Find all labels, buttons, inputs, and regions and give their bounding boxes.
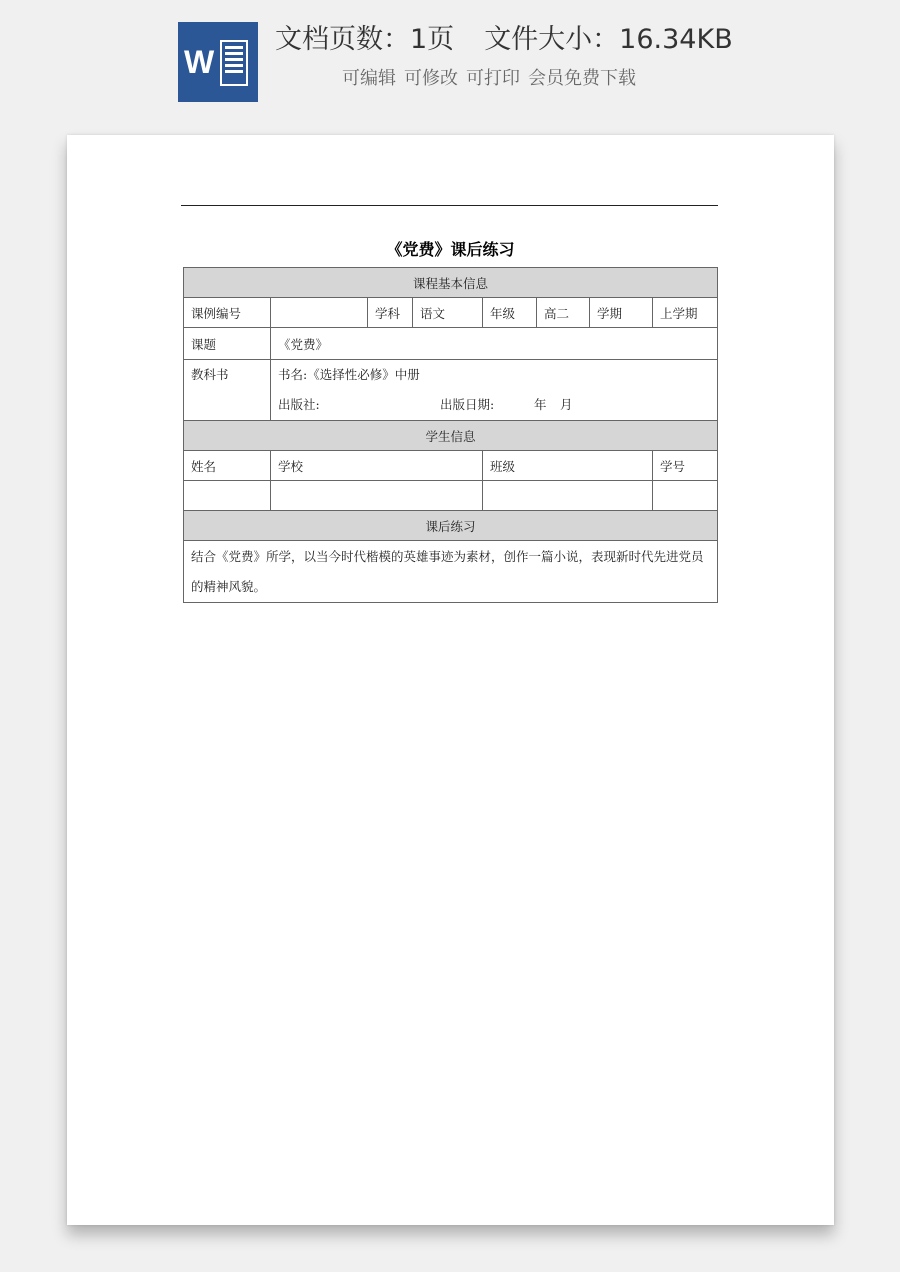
feature-printable: 可打印 <box>466 68 520 89</box>
file-info-line <box>275 22 733 58</box>
file-size: 文件大小：16.34KB <box>484 24 733 55</box>
class-value-cell[interactable] <box>483 481 653 511</box>
topic-value: 《党费》 <box>271 328 718 360</box>
feature-member-download: 会员免费下载 <box>528 68 636 89</box>
header-banner <box>0 0 900 120</box>
subject-label: 学科 <box>368 298 413 328</box>
document-lines-icon <box>220 40 248 86</box>
publisher-line <box>278 390 710 420</box>
page-count: 文档页数：1页 <box>275 24 455 55</box>
word-document-icon <box>178 22 258 102</box>
class-label: 班级 <box>483 451 653 481</box>
section-basic-info: 课程基本信息 <box>184 268 718 298</box>
topic-label: 课题 <box>184 328 271 360</box>
textbook-info <box>271 360 718 421</box>
name-label: 姓名 <box>184 451 271 481</box>
term-label: 学期 <box>590 298 653 328</box>
grade-value: 高二 <box>537 298 590 328</box>
exercise-text: 结合《党费》所学，以当今时代楷模的英雄事迹为素材，创作一篇小说，表现新时代先进党员的精神风貌。 <box>184 541 718 603</box>
school-value-cell[interactable] <box>271 481 483 511</box>
school-label: 学校 <box>271 451 483 481</box>
student-no-label: 学号 <box>653 451 718 481</box>
word-letter: W <box>184 44 215 80</box>
exercise-form-table <box>183 267 718 603</box>
lesson-no-value <box>271 298 368 328</box>
textbook-label: 教科书 <box>184 360 271 421</box>
student-no-value-cell[interactable] <box>653 481 718 511</box>
subject-value: 语文 <box>413 298 483 328</box>
publisher-label: 出版社: <box>278 397 320 412</box>
section-exercise: 课后练习 <box>184 511 718 541</box>
feature-modifiable: 可修改 <box>404 68 458 89</box>
book-name: 书名:《选择性必修》中册 <box>278 367 420 382</box>
header-rule <box>181 205 718 206</box>
document-page <box>67 135 834 1225</box>
year-label: 年 <box>534 397 547 412</box>
pub-date-label: 出版日期: <box>440 397 495 412</box>
section-student-info: 学生信息 <box>184 421 718 451</box>
name-value-cell[interactable] <box>184 481 271 511</box>
feature-editable: 可编辑 <box>342 68 396 89</box>
document-title: 《党费》课后练习 <box>386 240 515 259</box>
grade-label: 年级 <box>483 298 537 328</box>
lesson-no-label: 课例编号 <box>184 298 271 328</box>
term-value: 上学期 <box>653 298 718 328</box>
feature-list <box>342 66 644 92</box>
month-label: 月 <box>560 397 573 412</box>
